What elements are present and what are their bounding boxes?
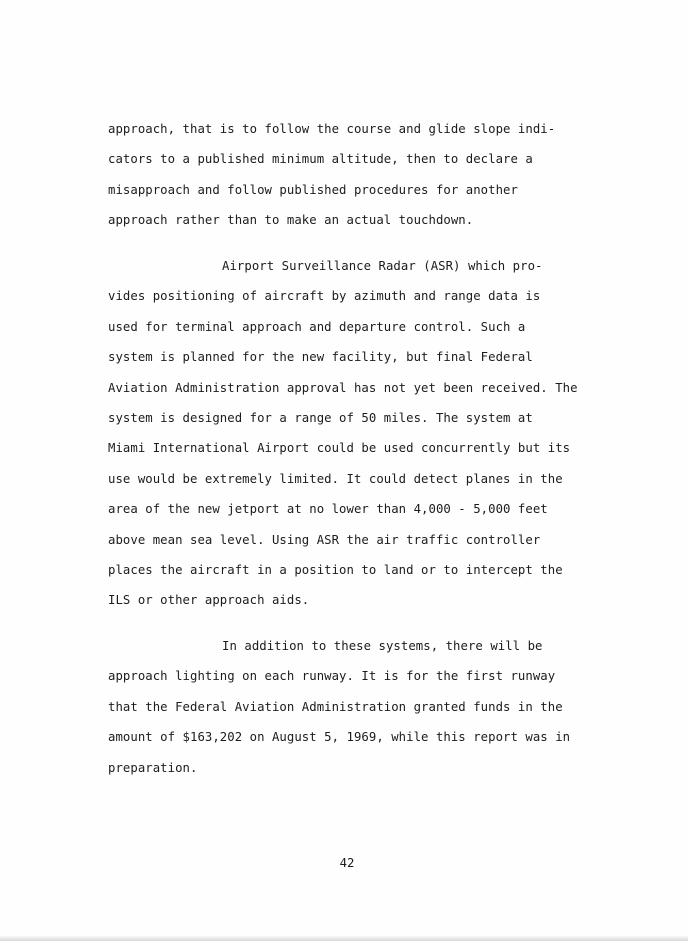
text-line: system is planned for the new facility, but final Federal (108, 350, 533, 365)
text-line: that the Federal Aviation Administration granted funds in the (108, 699, 563, 714)
text-line: In addition to these systems, there will be (222, 639, 543, 653)
text-line: used for terminal approach and departure control. Such a (108, 319, 526, 334)
text-line: amount of $163,202 on August 5, 1969, while this report was in (108, 730, 571, 745)
text-line: places the aircraft in a position to land or to intercept the (108, 562, 563, 577)
text-line: Airport Surveillance Radar (ASR) which pro- (222, 259, 543, 273)
text-line: Aviation Administration approval has not yet been received. The (108, 380, 578, 395)
paragraph-approach-procedure (108, 114, 588, 236)
text-line: above mean sea level. Using ASR the air traffic controller (108, 532, 541, 547)
text-line: approach lighting on each runway. It is for the first runway (108, 669, 556, 684)
page-number: 42 (339, 856, 355, 870)
text-line: misapproach and follow published procedures for another (108, 182, 518, 197)
scan-edge (0, 935, 688, 941)
text-line: approach rather than to make an actual touchdown. (108, 213, 474, 228)
text-line: Miami International Airport could be used concurrently but its (108, 441, 571, 456)
text-line: ILS or other approach aids. (108, 593, 310, 608)
text-line: preparation. (108, 760, 198, 775)
text-line: system is designed for a range of 50 miles. The system at (108, 410, 533, 425)
paragraph-approach-lighting (108, 631, 588, 783)
paragraph-asr (108, 251, 588, 616)
text-line: area of the new jetport at no lower than 4,000 - 5,000 feet (108, 502, 548, 517)
text-line: approach, that is to follow the course and glide slope indi- (108, 122, 556, 136)
text-line: vides positioning of aircraft by azimuth and range data is (108, 289, 541, 304)
text-line: use would be extremely limited. It could detect planes in the (108, 471, 563, 486)
text-line: cators to a published minimum altitude, then to declare a (108, 152, 533, 167)
